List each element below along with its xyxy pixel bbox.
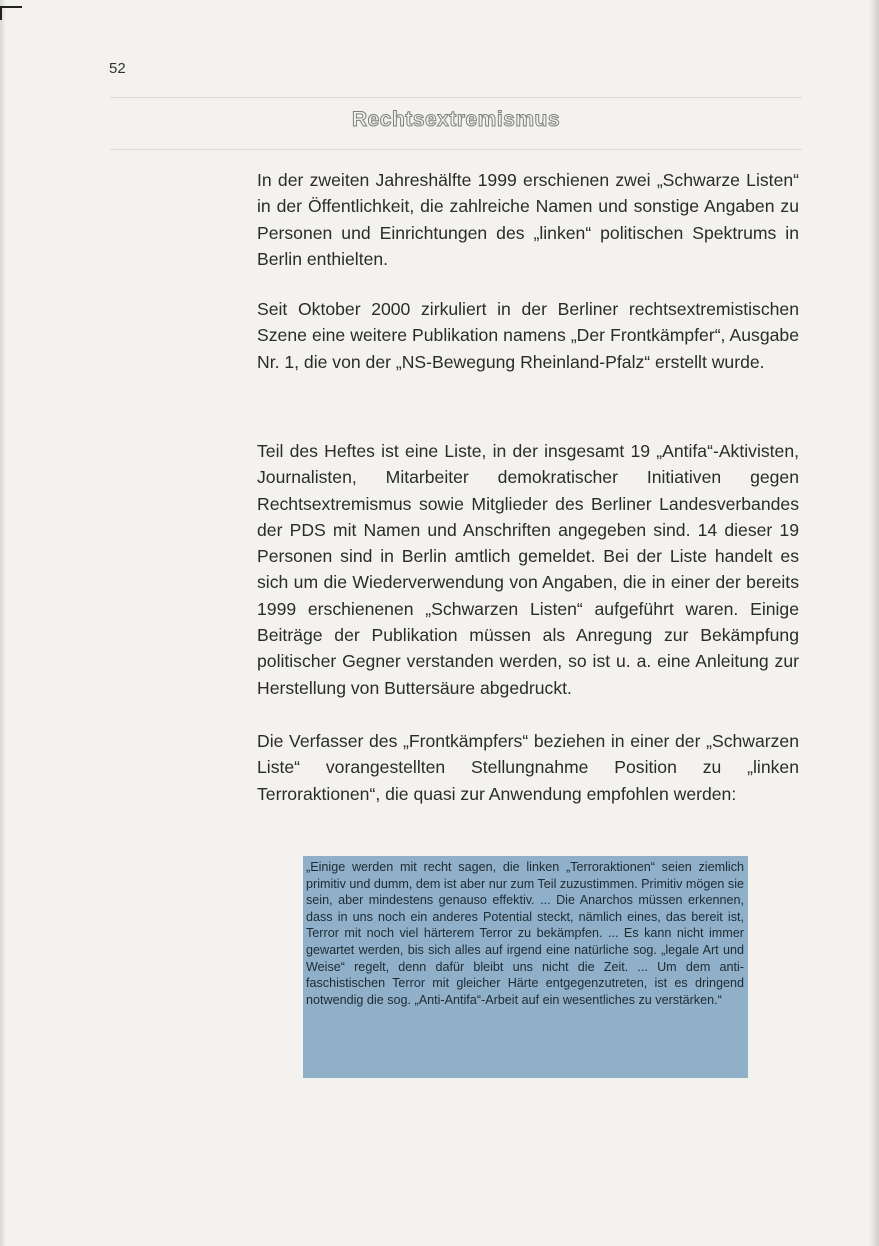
paragraph-text: Seit Oktober 2000 zirkuliert in der Berliner rechtsextremistischen Szene eine weitere Publikation namens „Der Frontkämpfer“, Ausgabe Nr. 1, die von der „NS-Bewegung Rheinland-Pfalz“ erstellt wurde. — [257, 299, 799, 372]
header-rule-bottom — [110, 149, 802, 150]
quote-box — [303, 856, 748, 1078]
paragraph-text: In der zweiten Jahreshälfte 1999 erschienen zwei „Schwarze Listen“ in der Öffentlichkeit, die zahlreiche Namen und sonstige Angaben zu Personen und Einrichtungen des „linken“ politischen Spektrums in Berlin enthielten. — [257, 170, 799, 269]
quote-text: „Einige werden mit recht sagen, die linken „Terroraktionen“ seien ziemlich primitiv und dumm, dem ist aber nur zum Teil zuzustimmen. Primitiv mögen sie sein, aber mindestens genauso effektiv. ... Die Anarchos müssen erkennen, dass in uns noch ein anderes Potential steckt, nämlich eines, das bereit ist, Terror mit noch viel härterem Terror zu bekämpfen. ... Es kann nicht immer gewartet werden, bis sich alles auf irgend eine natürliche sog. „legale Art und Weise“ regelt, denn dafür bleibt uns nicht die Zeit. ... Um dem antifaschistischen Terror mit gleicher Härte entgegenzutreten, ist es dringend notwendig die sog. „Anti-Antifa“-Arbeit auf ein wesentliches zu verstärken.“ — [306, 860, 744, 1007]
paragraph-2 — [257, 296, 799, 375]
paragraph-1 — [257, 167, 799, 272]
paragraph-4 — [257, 728, 799, 807]
header-rule-top — [110, 97, 802, 98]
scan-shadow-right — [869, 0, 879, 1246]
scan-shadow-left — [0, 0, 6, 1246]
paragraph-text: Teil des Heftes ist eine Liste, in der insgesamt 19 „Antifa“-Aktivisten, Journalisten, Mitarbeiter demokratischer Initiativen gegen Rechtsextremismus sowie Mitglieder des Berliner Landesverbandes der PDS mit Namen und Anschriften angegeben sind. 14 dieser 19 Personen sind in Berlin amtlich gemeldet. Bei der Liste handelt es sich um die Wiederverwendung von Angaben, die in einer der bereits 1999 erschienenen „Schwarzen Listen“ aufgeführt waren. Einige Beiträge der Publikation müssen als Anregung zur Bekämpfung politischer Gegner verstanden werden, so ist u. a. eine Anleitung zur Herstellung von Buttersäure abgedruckt. — [257, 441, 799, 698]
section-title: Rechtsextremismus — [351, 108, 561, 131]
page-number: 52 — [109, 60, 126, 77]
crop-mark — [0, 6, 22, 8]
paragraph-3 — [257, 438, 799, 701]
paragraph-text: Die Verfasser des „Frontkämpfers“ beziehen in einer der „Schwarzen Liste“ vorangestellten Stellungnahme Position zu „linken Terroraktionen“, die quasi zur Anwendung empfohlen werden: — [257, 731, 799, 804]
